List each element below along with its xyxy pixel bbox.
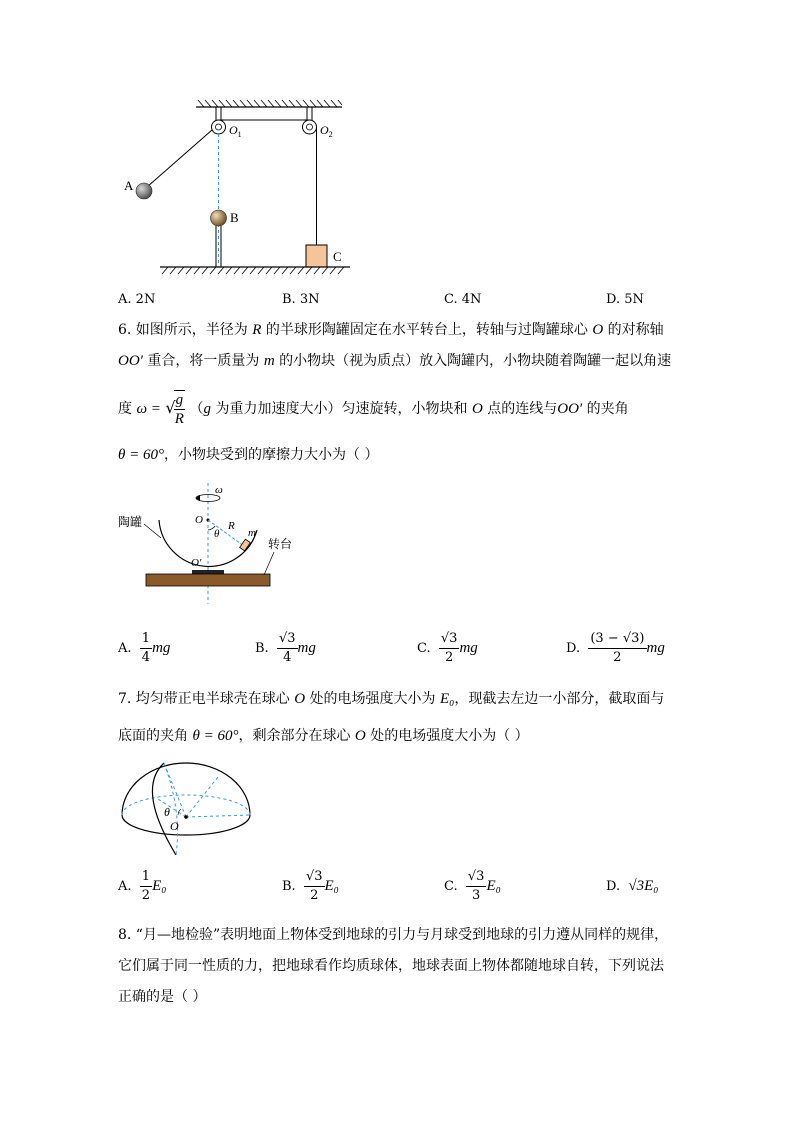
label-o-prime: O′ — [191, 557, 202, 569]
q7-option-d[interactable]: D. √3E₀ — [606, 878, 659, 894]
hemisphere-shell — [122, 763, 250, 815]
string-a — [147, 130, 212, 187]
q8-line-3: 正确的是（ ） — [118, 989, 207, 1005]
label-theta: θ — [214, 528, 220, 540]
q5-option-b[interactable]: B. 3N — [282, 292, 320, 307]
label-o1: $O_1$ — [229, 123, 242, 139]
label-table: 转台 — [268, 537, 293, 551]
ceiling-hatch — [198, 100, 342, 107]
q5-option-d[interactable]: D. 5N — [606, 292, 644, 307]
q6-line-1: 6. 如图所示，半径为 R 的半球形陶罐固定在水平转台上，转轴与过陶罐球心 O 的对称轴 — [118, 322, 664, 338]
label-o: O — [170, 819, 179, 833]
q6-option-d[interactable]: D. $\frac{(3 - √3)}{2}$ mg — [566, 631, 665, 665]
bowl-figure — [116, 478, 306, 608]
hemisphere-figure — [118, 755, 258, 855]
q5-option-c[interactable]: C. 4N — [444, 292, 482, 307]
ball-a — [136, 183, 152, 199]
ball-b — [211, 210, 227, 226]
label-theta: θ — [164, 805, 170, 819]
pulley-figure — [120, 95, 360, 280]
label-r: R — [228, 520, 235, 532]
mass-m — [240, 539, 251, 551]
q8-line-1: 8. “月—地检验”表明地面上物体受到地球的引力与月球受到地球的引力遵从同样的规律， — [118, 927, 669, 943]
q6-line-3: 度 ω = √ $\frac{g}{R}$ （g 为重力加速度大小）匀速旋转，小物块和 O 点的连线与OO′ 的夹角 — [118, 392, 629, 427]
q8-line-2: 它们属于同一性质的力，把地球看作均质球体，地球表面上物体都随地球自转，下列说法 — [118, 958, 664, 974]
label-jar: 陶罐 — [118, 515, 143, 529]
label-o: O — [195, 514, 203, 526]
q7-option-b[interactable]: B. $\frac{√3}{2}$ E₀ — [282, 869, 339, 903]
q6-line-2: OO′ 重合，将一质量为 m 的小物块（视为质点）放入陶罐内，小物块随着陶罐一起以角速 — [118, 353, 672, 369]
q7-line-2: 底面的夹角 θ = 60°，剩余部分在球心 O 处的电场强度大小为（ ） — [118, 728, 529, 744]
label-m: m — [248, 527, 256, 539]
block-c — [306, 245, 327, 267]
q6-option-b[interactable]: B. $\frac{√3}{4}$ mg — [255, 631, 316, 665]
label-a: A — [124, 178, 134, 193]
turntable — [146, 574, 270, 586]
q6-line-4: θ = 60°，小物块受到的摩擦力大小为（ ） — [118, 447, 379, 463]
q7-option-c[interactable]: C. $\frac{√3}{3}$ E₀ — [444, 869, 501, 903]
label-o2: $O_2$ — [320, 123, 333, 139]
label-c: C — [333, 249, 342, 264]
q7-option-a[interactable]: A. $\frac{1}{2}$ E₀ — [118, 869, 167, 903]
q5-option-a[interactable]: A. 2N — [118, 292, 156, 307]
label-b: B — [230, 210, 239, 225]
floor-hatch — [162, 267, 344, 274]
omega-label: ω — [215, 484, 223, 496]
q6-option-a[interactable]: A. $\frac{1}{4}$ mg — [118, 631, 171, 665]
q7-line-1: 7. 均匀带正电半球壳在球心 O 处的电场强度大小为 E₀，现截去左边一小部分，截取面与 — [118, 691, 665, 707]
q6-option-c[interactable]: C. $\frac{√3}{2}$ mg — [417, 631, 478, 665]
